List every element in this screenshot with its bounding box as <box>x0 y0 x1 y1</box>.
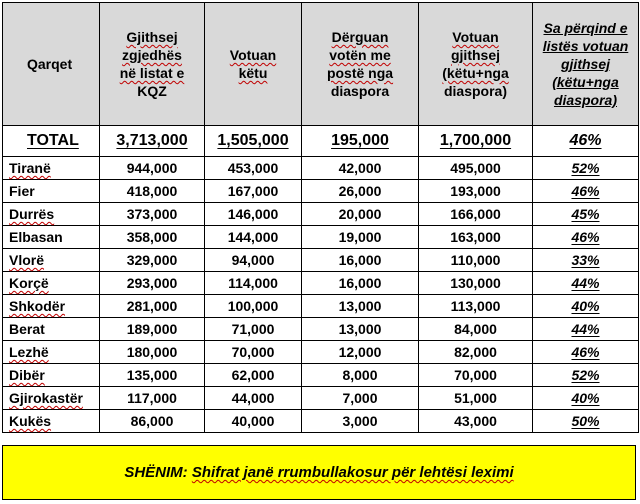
qarku-name: Korçë <box>3 272 100 295</box>
cell-votuan: 453,000 <box>205 157 302 180</box>
cell-votuan-gjithsej: 51,000 <box>419 387 533 410</box>
cell-derguan: 13,000 <box>302 295 419 318</box>
cell-gjithsej: 358,000 <box>100 226 205 249</box>
cell-derguan: 16,000 <box>302 272 419 295</box>
cell-votuan: 40,000 <box>205 410 302 433</box>
cell-votuan: 70,000 <box>205 341 302 364</box>
cell-perqind: 45% <box>533 203 639 226</box>
total-perqind: 46% <box>533 126 639 157</box>
cell-votuan-gjithsej: 82,000 <box>419 341 533 364</box>
table-row <box>3 364 639 387</box>
cell-votuan-gjithsej: 113,000 <box>419 295 533 318</box>
total-row <box>3 126 639 157</box>
cell-perqind: 40% <box>533 295 639 318</box>
cell-gjithsej: 135,000 <box>100 364 205 387</box>
qarku-name: Kukës <box>3 410 100 433</box>
qarku-name: Fier <box>3 180 100 203</box>
header-qarku: Qarqet <box>3 3 100 126</box>
cell-derguan: 16,000 <box>302 249 419 272</box>
qarku-name: Lezhë <box>3 341 100 364</box>
cell-votuan-gjithsej: 43,000 <box>419 410 533 433</box>
cell-votuan: 94,000 <box>205 249 302 272</box>
cell-votuan-gjithsej: 495,000 <box>419 157 533 180</box>
cell-derguan: 13,000 <box>302 318 419 341</box>
header-row <box>3 3 639 126</box>
header-votuan-gjithsej: Votuan gjithsej (këtu+nga diaspora) <box>419 3 533 126</box>
cell-perqind: 44% <box>533 272 639 295</box>
cell-votuan-gjithsej: 84,000 <box>419 318 533 341</box>
cell-votuan: 146,000 <box>205 203 302 226</box>
total-votuan: 1,505,000 <box>205 126 302 157</box>
cell-votuan: 62,000 <box>205 364 302 387</box>
header-gjithsej: Gjithsej zgjedhës në listat e KQZ <box>100 3 205 126</box>
cell-gjithsej: 180,000 <box>100 341 205 364</box>
header-perqind: Sa përqind e listës votuan gjithsej (këtu+nga diaspora) <box>533 3 639 126</box>
cell-derguan: 26,000 <box>302 180 419 203</box>
total-label: TOTAL <box>3 126 100 157</box>
cell-perqind: 44% <box>533 318 639 341</box>
cell-derguan: 19,000 <box>302 226 419 249</box>
cell-perqind: 33% <box>533 249 639 272</box>
cell-votuan: 71,000 <box>205 318 302 341</box>
table-row <box>3 318 639 341</box>
note-text: Shifrat janë rrumbullakosur për lehtësi leximi <box>191 464 514 481</box>
qarku-name: Shkodër <box>3 295 100 318</box>
cell-gjithsej: 189,000 <box>100 318 205 341</box>
qarku-name: Gjirokastër <box>3 387 100 410</box>
table-row <box>3 249 639 272</box>
table-row <box>3 226 639 249</box>
cell-perqind: 52% <box>533 364 639 387</box>
cell-votuan-gjithsej: 110,000 <box>419 249 533 272</box>
qarku-name: Dibër <box>3 364 100 387</box>
cell-votuan: 144,000 <box>205 226 302 249</box>
cell-votuan-gjithsej: 166,000 <box>419 203 533 226</box>
cell-votuan-gjithsej: 70,000 <box>419 364 533 387</box>
cell-gjithsej: 117,000 <box>100 387 205 410</box>
cell-gjithsej: 281,000 <box>100 295 205 318</box>
cell-votuan-gjithsej: 193,000 <box>419 180 533 203</box>
cell-gjithsej: 373,000 <box>100 203 205 226</box>
cell-perqind: 46% <box>533 226 639 249</box>
cell-gjithsej: 418,000 <box>100 180 205 203</box>
qarku-name: Vlorë <box>3 249 100 272</box>
qarku-name: Elbasan <box>3 226 100 249</box>
table-row <box>3 387 639 410</box>
total-votuan-gjithsej: 1,700,000 <box>419 126 533 157</box>
note-banner <box>2 445 636 500</box>
table-row <box>3 203 639 226</box>
cell-derguan: 12,000 <box>302 341 419 364</box>
cell-votuan: 167,000 <box>205 180 302 203</box>
qarku-name: Tiranë <box>3 157 100 180</box>
table-row <box>3 157 639 180</box>
table-row <box>3 295 639 318</box>
table-row <box>3 272 639 295</box>
cell-derguan: 3,000 <box>302 410 419 433</box>
cell-votuan: 114,000 <box>205 272 302 295</box>
cell-votuan-gjithsej: 130,000 <box>419 272 533 295</box>
total-derguan: 195,000 <box>302 126 419 157</box>
cell-gjithsej: 86,000 <box>100 410 205 433</box>
note-prefix: SHËNIM: <box>124 464 188 481</box>
cell-perqind: 50% <box>533 410 639 433</box>
cell-perqind: 52% <box>533 157 639 180</box>
header-votuan: Votuan këtu <box>205 3 302 126</box>
cell-gjithsej: 293,000 <box>100 272 205 295</box>
cell-gjithsej: 329,000 <box>100 249 205 272</box>
table-row <box>3 180 639 203</box>
table-row <box>3 410 639 433</box>
cell-perqind: 46% <box>533 180 639 203</box>
cell-votuan-gjithsej: 163,000 <box>419 226 533 249</box>
cell-votuan: 100,000 <box>205 295 302 318</box>
cell-perqind: 46% <box>533 341 639 364</box>
cell-derguan: 42,000 <box>302 157 419 180</box>
election-table-sheet <box>2 2 638 433</box>
cell-votuan: 44,000 <box>205 387 302 410</box>
election-table <box>2 2 639 433</box>
qarku-name: Berat <box>3 318 100 341</box>
cell-gjithsej: 944,000 <box>100 157 205 180</box>
cell-derguan: 20,000 <box>302 203 419 226</box>
cell-derguan: 7,000 <box>302 387 419 410</box>
table-row <box>3 341 639 364</box>
cell-perqind: 40% <box>533 387 639 410</box>
qarku-name: Durrës <box>3 203 100 226</box>
header-derguan: Dërguan votën me postë nga diaspora <box>302 3 419 126</box>
total-gjithsej: 3,713,000 <box>100 126 205 157</box>
cell-derguan: 8,000 <box>302 364 419 387</box>
